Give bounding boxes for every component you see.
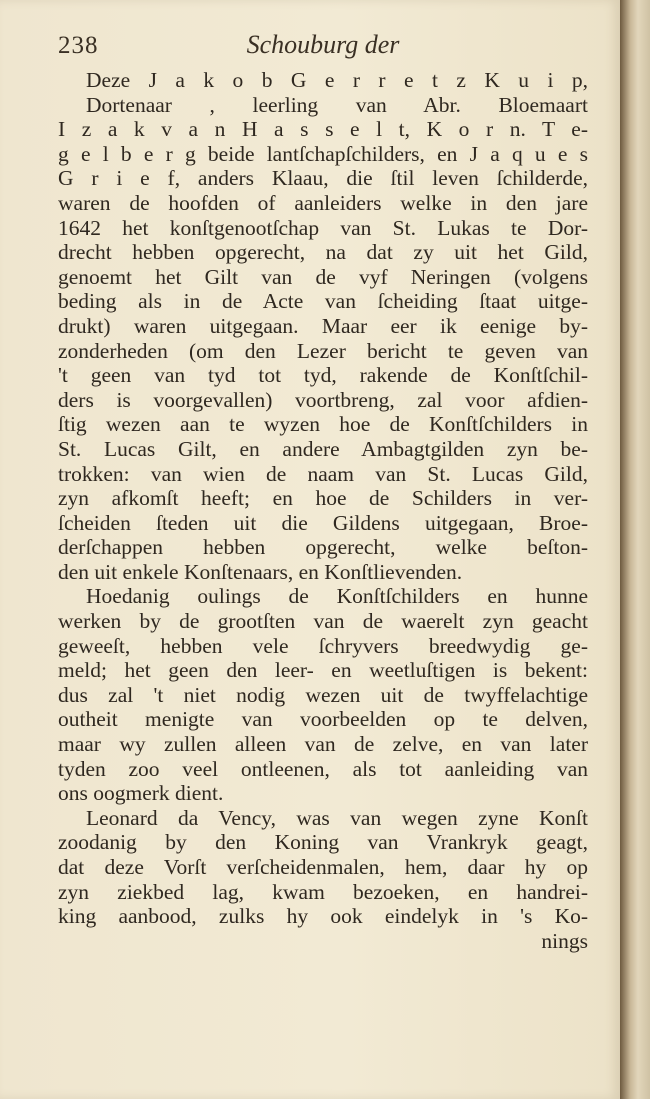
text-line: ſcheiden ſteden uit die Gildens uitgegaan, Broe-: [58, 510, 588, 535]
text-line: zoodanig by den Koning van Vrankryk geagt,: [58, 830, 588, 855]
text-line: werken by de grootſten van de waerelt zyn geacht: [58, 609, 588, 634]
text-line: waren de hoofden of aanleiders welke in den jare: [58, 190, 588, 215]
text-line: geweeſt, hebben vele ſchryvers breedwydig ge-: [58, 633, 588, 658]
body-text: [58, 68, 588, 953]
page-number: 238: [58, 32, 99, 59]
text-line: zyn ziekbed lag, kwam bezoeken, en handrei-: [58, 879, 588, 904]
text-line: trokken: van wien de naam van St. Lucas Gild,: [58, 461, 588, 486]
text-line: Leonard da Vency, was van wegen zyne Konſt: [86, 805, 588, 830]
text-line: dus zal 't niet nodig wezen uit de twyffelachtige: [58, 682, 588, 707]
text-line: genoemt het Gilt van de vyf Neringen (volgens: [58, 264, 588, 289]
text-line: G r i e f, anders Klaau, die ſtil leven ſchilderde,: [58, 166, 588, 191]
text-line: Dortenaar , leerling van Abr. Bloemaart: [86, 92, 588, 117]
text-line: maar wy zullen alleen van de zelve, en van later: [58, 732, 588, 757]
text-line: ſtig wezen aan te wyzen hoe de Konſtſchilders in: [58, 412, 588, 437]
book-spine: [620, 0, 650, 1099]
text-line: ders is voorgevallen) voortbreng, zal voor afdien-: [58, 387, 588, 412]
text-line: drukt) waren uitgegaan. Maar eer ik eenige by-: [58, 313, 588, 338]
text-line: Hoedanig oulings de Konſtſchilders en hunne: [86, 584, 588, 609]
text-line: drecht hebben opgerecht, na dat zy uit het Gild,: [58, 240, 588, 265]
text-line: St. Lucas Gilt, en andere Ambagtgilden zyn be-: [58, 436, 588, 461]
running-head: Schouburg der: [246, 30, 400, 59]
catchword: nings: [541, 928, 588, 953]
text-line: zyn afkomſt heeft; en hoe de Schilders in ver-: [58, 486, 588, 511]
text-line: den uit enkele Konſtenaars, en Konſtlievenden.: [58, 559, 463, 584]
text-line: g e l b e r g beide lantſchapſchilders, en J a q u e s: [58, 141, 588, 166]
text-line: Deze J a k o b G e r r e t z K u i p,: [86, 68, 588, 92]
text-line: beding als in de Acte van ſcheiding ſtaat uitge-: [58, 289, 588, 314]
text-line: outheit menigte van voorbeelden op te delven,: [58, 707, 588, 732]
text-line: king aanbood, zulks hy ook eindelyk in 's Ko-: [58, 904, 588, 929]
text-line: I z a k v a n H a s s e l t, K o r n. T e-: [58, 117, 588, 142]
text-line: ons oogmerk dient.: [58, 781, 224, 806]
page-header: [58, 30, 588, 66]
text-line: 't geen van tyd tot tyd, rakende de Konſtſchil-: [58, 363, 588, 388]
text-line: zonderheden (om den Lezer bericht te geven van: [58, 338, 588, 363]
text-line: 1642 het konſtgenootſchap van St. Lukas te Dor-: [58, 215, 588, 240]
text-line: dat deze Vorſt verſcheidenmalen, hem, daar hy op: [58, 855, 588, 879]
text-line: tyden zoo veel ontleenen, als tot aanleiding van: [58, 756, 588, 781]
text-line: derſchappen hebben opgerecht, welke beſton-: [58, 535, 588, 560]
text-line: meld; het geen den leer- en weetluſtigen is bekent:: [58, 658, 588, 683]
